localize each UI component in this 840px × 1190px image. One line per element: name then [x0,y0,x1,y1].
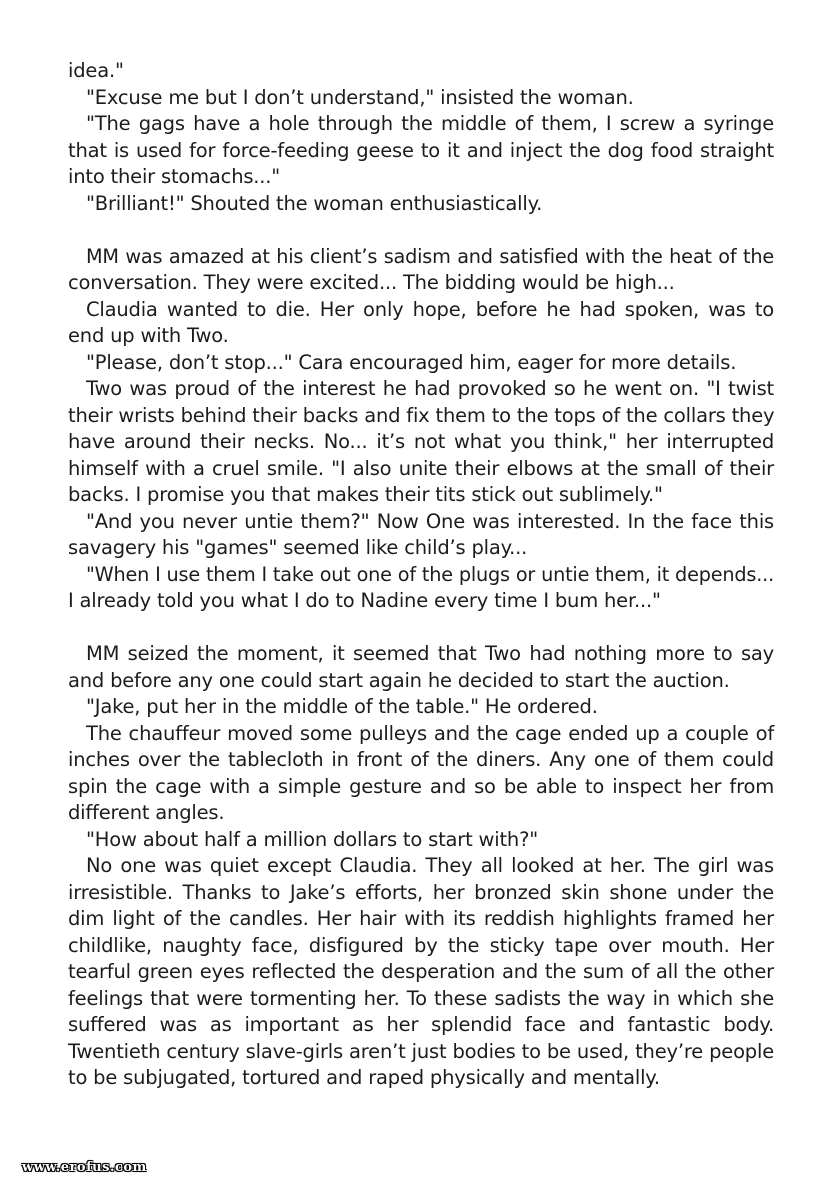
paragraph-gap [68,217,774,244]
text-line: The chauffeur moved some pulleys and the cage ended up a couple of [86,721,774,745]
text-line: have around their necks. No... it’s not what you think," her interrupted [68,430,774,453]
text-line: irresistible. Thanks to Jake’s efforts, her bronzed skin shone under the [68,880,774,904]
text-line: himself with a cruel smile. "I also unite their elbows at the small of their [68,456,774,480]
text-line: tearful green eyes reflected the desperation and the sum of all the other [68,960,774,983]
text-line: suffered was as important as her splendid face and fantastic body. [68,1013,774,1036]
text-line: and before any one could start again he decided to start the auction. [68,668,730,692]
text-line: Two was proud of the interest he had provoked so he went on. "I twist [86,377,774,400]
text-line: MM was amazed at his client’s sadism and satisfied with the heat of the [86,244,774,268]
text-line: conversation. They were excited... The bidding would be high... [68,271,675,294]
paragraph-gap [68,615,774,642]
text-line: feelings that were tormenting her. To these sadists the way in which she [68,986,774,1010]
text-line: into their stomachs..." [68,165,281,188]
text-line: that is used for force-feeding geese to it and inject the dog food straight [68,138,774,162]
text-line: savagery his "games" seemed like child’s play... [68,536,528,559]
text-line: backs. I promise you that makes their tits stick out sublimely." [68,483,663,506]
text-line: Claudia wanted to die. Her only hope, before he had spoken, was to [86,297,774,321]
text-line: "Jake, put her in the middle of the table." He ordered. [86,695,598,718]
text-line: "Brilliant!" Shouted the woman enthusiastically. [86,191,543,215]
text-line: MM seized the moment, it seemed that Two had nothing more to say [86,642,774,665]
text-line: I already told you what I do to Nadine every time I bum her..." [68,589,661,612]
text-line: "Excuse me but I don’t understand," insisted the woman. [86,85,634,109]
text-line: to be subjugated, tortured and raped physically and mentally. [68,1066,660,1089]
text-line: childlike, naughty face, disfigured by the sticky tape over mouth. Her [68,933,774,957]
text-line: different angles. [68,801,225,824]
text-line: "Please, don’t stop..." Cara encouraged him, eager for more details. [86,350,737,374]
text-line: end up with Two. [68,324,229,347]
text-line: inches over the tablecloth in front of the diners. Any one of them could [68,748,774,771]
text-line: No one was quiet except Claudia. They all looked at her. The girl was [86,854,774,877]
text-line: their wrists behind their backs and fix them to the tops of the collars they [68,403,775,427]
watermark: www.erofus.com [22,1160,147,1175]
text-line: "And you never untie them?" Now One was interested. In the face this [86,509,774,533]
text-line: idea." [68,59,124,82]
text-line: spin the cage with a simple gesture and so be able to inspect her from [68,774,774,798]
document-page [68,58,774,1092]
text-line: "When I use them I take out one of the plugs or untie them, it depends... [86,562,774,586]
text-line: Twentieth century slave-girls aren’t just bodies to be used, they’re people [68,1039,774,1063]
text-line: dim light of the candles. Her hair with its reddish highlights framed her [68,907,774,930]
text-line: "How about half a million dollars to start with?" [86,827,539,851]
text-line: "The gags have a hole through the middle of them, I screw a syringe [86,112,774,135]
